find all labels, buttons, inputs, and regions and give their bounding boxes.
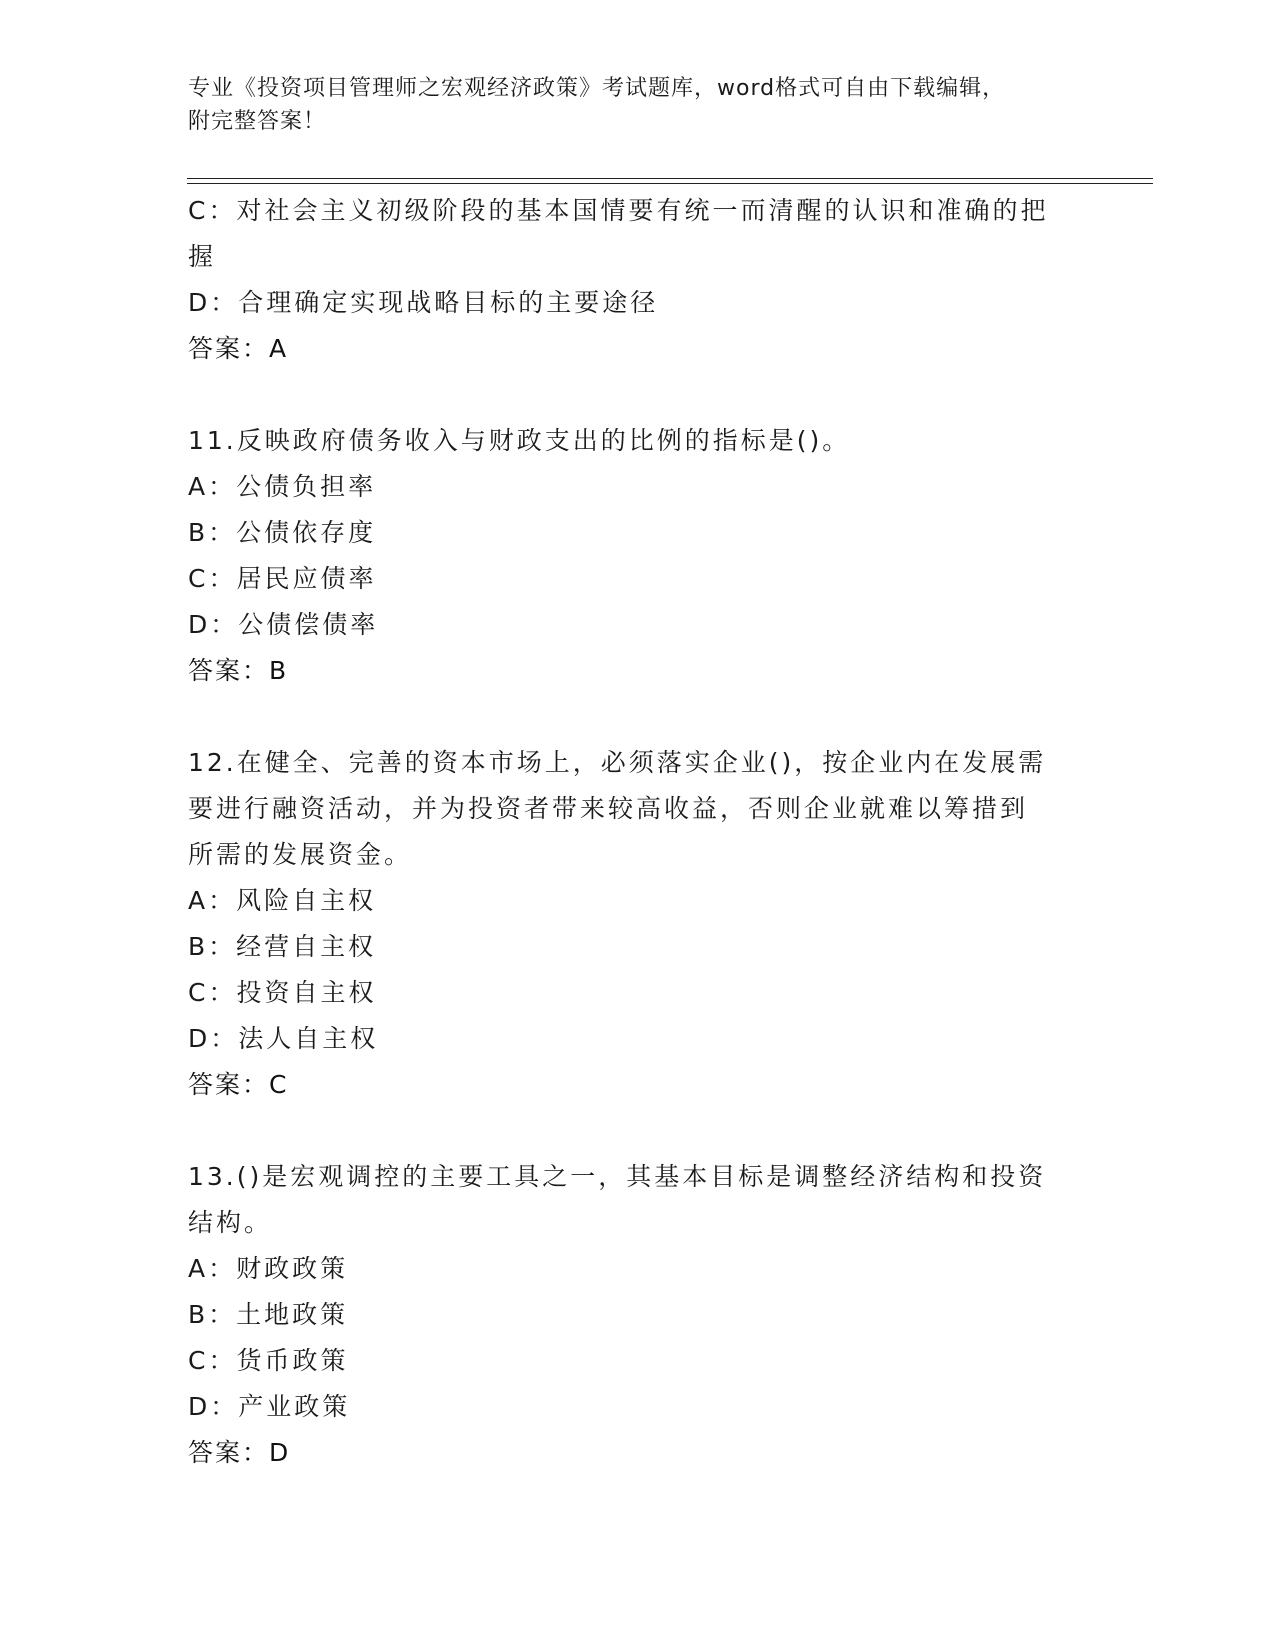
option-d: D：产业政策 xyxy=(188,1392,351,1421)
header-divider-top xyxy=(187,178,1153,179)
document-header xyxy=(188,72,1068,138)
question-stem-line-3: 所需的发展资金。 xyxy=(188,840,413,869)
option-d: D：合理确定实现战略目标的主要途径 xyxy=(188,288,659,317)
header-line-1: 专业《投资项目管理师之宏观经济政策》考试题库，word格式可自由下载编辑， xyxy=(188,76,1006,101)
question-11 xyxy=(188,418,1088,694)
question-stem: 11.反映政府债务收入与财政支出的比例的指标是()。 xyxy=(188,426,851,455)
question-stem-line-1: 12.在健全、完善的资本市场上，必须落实企业()，按企业内在发展需 xyxy=(188,748,1047,777)
answer-label: 答案：B xyxy=(188,656,289,685)
question-stem-line-2: 结构。 xyxy=(188,1208,273,1237)
question-list xyxy=(188,188,1088,1476)
answer-label: 答案：D xyxy=(188,1438,291,1467)
option-c-line-2: 握 xyxy=(188,242,217,271)
question-12 xyxy=(188,740,1088,1108)
option-d: D：公债偿债率 xyxy=(188,610,379,639)
header-line-2: 附完整答案！ xyxy=(188,109,327,134)
option-a: A：风险自主权 xyxy=(188,886,377,915)
option-a: A：财政政策 xyxy=(188,1254,349,1283)
question-13 xyxy=(188,1154,1088,1476)
answer-label: 答案：A xyxy=(188,334,289,363)
option-c: C：货币政策 xyxy=(188,1346,349,1375)
option-b: B：土地政策 xyxy=(188,1300,349,1329)
question-spacer xyxy=(188,694,1088,740)
option-d: D：法人自主权 xyxy=(188,1024,379,1053)
option-a: A：公债负担率 xyxy=(188,472,377,501)
option-c: C：居民应债率 xyxy=(188,564,377,593)
question-spacer xyxy=(188,372,1088,418)
question-spacer xyxy=(188,1108,1088,1154)
option-b: B：经营自主权 xyxy=(188,932,377,961)
option-c-line-1: C：对社会主义初级阶段的基本国情要有统一而清醒的认识和准确的把 xyxy=(188,196,1049,225)
answer-label: 答案：C xyxy=(188,1070,289,1099)
question-10-tail xyxy=(188,188,1088,372)
option-b: B：公债依存度 xyxy=(188,518,377,547)
option-c: C：投资自主权 xyxy=(188,978,377,1007)
question-stem-line-2: 要进行融资活动，并为投资者带来较高收益，否则企业就难以筹措到 xyxy=(188,794,1029,823)
question-stem-line-1: 13.()是宏观调控的主要工具之一，其基本目标是调整经济结构和投资 xyxy=(188,1162,1047,1191)
header-divider-bottom xyxy=(187,183,1153,184)
